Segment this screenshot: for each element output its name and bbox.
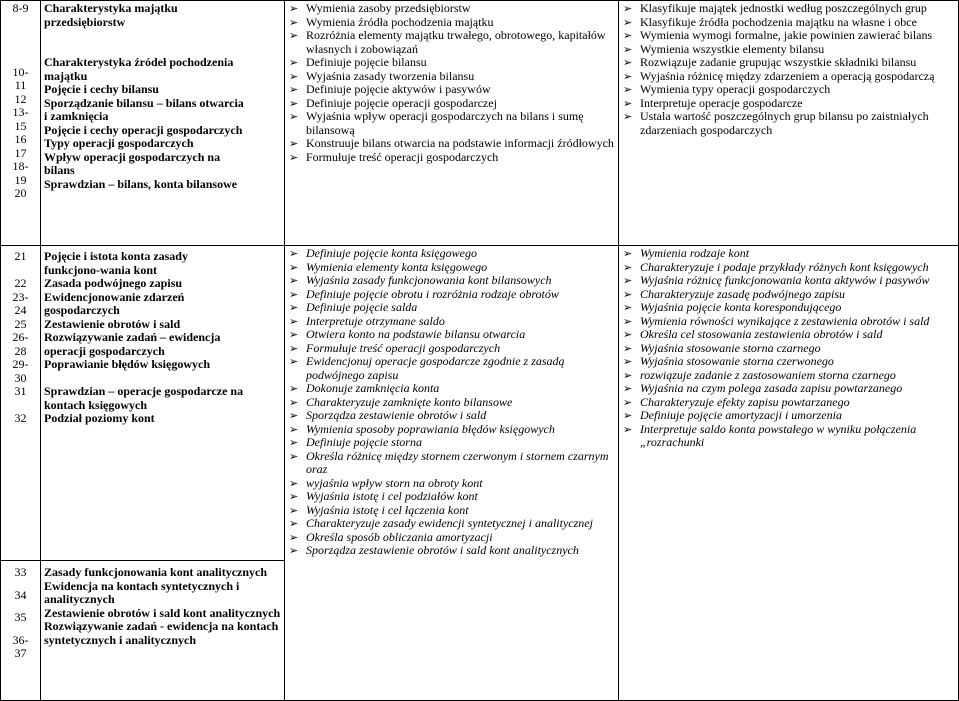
lesson-number: 25	[14, 316, 27, 331]
arrow-bullet-icon: ➢	[623, 274, 633, 287]
extended-requirements	[619, 1, 959, 246]
requirement-item	[622, 29, 955, 43]
lesson-number: 35	[14, 610, 27, 624]
requirement-item	[622, 2, 955, 16]
arrow-bullet-icon: ➢	[289, 96, 299, 110]
arrow-bullet-icon: ➢	[289, 328, 299, 341]
lesson-number: 26-	[12, 330, 29, 344]
arrow-bullet-icon: ➢	[289, 260, 299, 274]
requirement-text: Charakteryzuje efekty zapisu powtarzanego	[640, 394, 850, 409]
lesson-number: 31	[14, 384, 27, 398]
lesson-number: 17	[14, 145, 27, 160]
arrow-bullet-icon: ➢	[623, 29, 633, 42]
requirement-text: Definiuje pojęcie salda	[306, 300, 418, 314]
arrow-bullet-icon: ➢	[623, 341, 633, 355]
requirement-item	[622, 342, 955, 356]
requirement-text: Definiuje pojęcie aktywów i pasywów	[306, 82, 491, 96]
requirement-item	[288, 137, 615, 151]
arrow-bullet-icon: ➢	[289, 490, 299, 503]
lesson-number: 37	[14, 646, 27, 660]
requirement-text: Dokonuje zamknięcia konta	[306, 381, 440, 395]
requirement-item	[288, 477, 615, 491]
requirement-item	[622, 110, 955, 137]
arrow-bullet-icon: ➢	[623, 301, 633, 314]
requirement-text: Wyjaśnia stosowanie storna czarnego	[640, 340, 821, 355]
lesson-topic: Charakterystyka źródeł pochodzenia	[44, 55, 234, 69]
lesson-topics	[41, 561, 285, 701]
requirement-item	[622, 369, 955, 383]
requirement-text: Wyjaśnia różnicę funkcjonowania konta aktywów i pasywów	[640, 273, 930, 287]
requirement-item	[622, 396, 955, 410]
basic-requirements	[285, 1, 619, 246]
arrow-bullet-icon: ➢	[623, 42, 633, 56]
lesson-number: 29-	[12, 357, 29, 371]
lesson-topic: Pojęcie i cechy operacji gospodarczych	[44, 122, 243, 137]
requirement-item	[622, 355, 955, 369]
requirement-text: Definiuje pojęcie bilansu	[306, 55, 427, 69]
arrow-bullet-icon: ➢	[623, 83, 633, 96]
requirement-text: Ewidencjonuj operacje gospodarcze zgodnie z zasadą podwójnego zapisu	[306, 354, 565, 382]
requirement-text: Wyjaśnia różnicę między zdarzeniem a operacją gospodarczą	[640, 68, 935, 83]
requirement-item	[288, 409, 615, 423]
basic-requirements	[285, 246, 619, 701]
requirement-text: Wymienia źródła pochodzenia majątku	[306, 14, 494, 29]
arrow-bullet-icon: ➢	[623, 328, 633, 341]
arrow-bullet-icon: ➢	[289, 247, 299, 260]
arrow-bullet-icon: ➢	[289, 83, 299, 96]
requirement-text: wyjaśnia wpływ storn na obroty kont	[306, 475, 483, 490]
arrow-bullet-icon: ➢	[289, 530, 299, 544]
lesson-topics	[41, 1, 285, 246]
arrow-bullet-icon: ➢	[289, 409, 299, 422]
requirement-text: Interpretuje otrzymane saldo	[306, 313, 445, 328]
requirement-text: Rozwiązuje zadanie grupując wszystkie składniki bilansu	[640, 55, 917, 69]
arrow-bullet-icon: ➢	[623, 287, 633, 301]
arrow-bullet-icon: ➢	[289, 150, 299, 164]
arrow-bullet-icon: ➢	[623, 96, 633, 110]
requirement-text: Wymienia sposoby poprawiania błędów księgowych	[306, 421, 555, 436]
table-row	[1, 1, 959, 246]
arrow-bullet-icon: ➢	[289, 341, 299, 355]
requirement-item	[622, 16, 955, 30]
requirement-text: Interpretuje saldo konta powstałego w wyniku połączenia „rozrachunki	[640, 421, 917, 449]
arrow-bullet-icon: ➢	[623, 69, 633, 83]
requirement-text: Wymienia równości wynikające z zestawienia obrotów i sald	[640, 313, 930, 328]
lesson-topic: Zasada podwójnego zapisu	[44, 276, 183, 290]
requirement-text: Wymienia elementy konta księgowego	[306, 259, 488, 274]
table-row	[1, 246, 959, 561]
requirement-text: Charakteryzuje i podaje przykłady różnych kont księgowych	[640, 259, 929, 274]
lesson-number: 32	[14, 411, 27, 425]
arrow-bullet-icon: ➢	[289, 29, 299, 42]
lesson-numbers	[1, 246, 41, 561]
lesson-number: 11	[14, 78, 27, 92]
requirement-item	[288, 531, 615, 545]
requirement-text: Wyjaśnia wpływ operacji gospodarczych na bilans i sumę bilansową	[306, 109, 584, 137]
arrow-bullet-icon: ➢	[289, 287, 299, 301]
lesson-topic: kontach księgowych	[44, 397, 148, 412]
requirement-item	[622, 409, 955, 423]
lesson-number: 8-9	[12, 1, 29, 15]
arrow-bullet-icon: ➢	[623, 2, 633, 15]
arrow-bullet-icon: ➢	[289, 544, 299, 557]
requirement-item	[288, 56, 615, 70]
requirement-text: Określa sposób obliczania amortyzacji	[306, 529, 493, 544]
lesson-number: 22	[14, 276, 27, 290]
lesson-topic: majątku	[44, 68, 88, 83]
lesson-topic: Sporządzanie bilansu – bilans otwarcia	[44, 95, 244, 110]
requirement-text: Wymienia zasoby przedsiębiorstw	[306, 1, 471, 15]
requirement-text: Sporządza zestawienie obrotów i sald kont analitycznych	[306, 543, 579, 557]
arrow-bullet-icon: ➢	[623, 247, 633, 260]
requirement-text: Interpretuje operacje gospodarcze	[640, 95, 803, 110]
arrow-bullet-icon: ➢	[623, 56, 633, 69]
requirement-text: Wyjaśnia zasady tworzenia bilansu	[306, 68, 475, 83]
requirement-item	[288, 83, 615, 97]
requirement-item	[288, 423, 615, 437]
requirement-item	[622, 382, 955, 396]
requirement-text: Konstruuje bilans otwarcia na podstawie informacji źródłowych	[306, 136, 614, 150]
lesson-number: 36-	[12, 632, 29, 647]
requirement-item	[288, 382, 615, 396]
arrow-bullet-icon: ➢	[623, 409, 633, 422]
requirement-text: Wyjaśnia zasady funkcjonowania kont bilansowych	[306, 273, 552, 287]
requirement-item	[288, 301, 615, 315]
lesson-number: 15	[14, 118, 27, 133]
arrow-bullet-icon: ➢	[623, 260, 633, 274]
requirement-item	[622, 70, 955, 84]
lesson-topic: Ewidencjonowanie zdarzeń	[44, 289, 185, 304]
requirement-item	[288, 342, 615, 356]
requirement-item	[288, 29, 615, 56]
requirement-item	[622, 97, 955, 111]
requirement-item	[288, 315, 615, 329]
lesson-number: 20	[14, 186, 27, 200]
requirement-text: Klasyfikuje źródła pochodzenia majątku na własne i obce	[640, 14, 917, 29]
requirement-item	[622, 247, 955, 261]
requirement-text: Rozróżnia elementy majątku trwałego, obrotowego, kapitałów własnych i zobowiązań	[306, 28, 606, 56]
requirement-text: Ustala wartość poszczególnych grup bilansu po zaistniałych zdarzeniach gospodarczych	[640, 109, 929, 137]
arrow-bullet-icon: ➢	[289, 436, 299, 449]
lesson-numbers	[1, 1, 41, 246]
arrow-bullet-icon: ➢	[623, 314, 633, 328]
arrow-bullet-icon: ➢	[289, 2, 299, 15]
lesson-topic: Sprawdzian – bilans, konta bilansowe	[44, 176, 238, 191]
requirement-item	[288, 2, 615, 16]
requirement-item	[622, 43, 955, 57]
arrow-bullet-icon: ➢	[289, 110, 299, 123]
extended-requirements	[619, 246, 959, 701]
lesson-topic: funkcjono-wania kont	[44, 262, 158, 277]
lesson-number: 30	[14, 370, 27, 385]
requirement-item	[288, 151, 615, 165]
arrow-bullet-icon: ➢	[623, 110, 633, 123]
arrow-bullet-icon: ➢	[289, 382, 299, 395]
arrow-bullet-icon: ➢	[623, 422, 633, 436]
lesson-topic: Sprawdzian – operacje gospodarcze na	[44, 384, 244, 398]
requirement-item	[622, 423, 955, 450]
requirement-text: Wymienia wymogi formalne, jakie powinien zawierać bilans	[640, 28, 933, 42]
requirement-item	[288, 490, 615, 504]
requirement-item	[288, 288, 615, 302]
requirement-item	[288, 261, 615, 275]
lesson-number: 18-	[12, 159, 29, 173]
requirement-item	[288, 274, 615, 288]
arrow-bullet-icon: ➢	[623, 355, 633, 368]
lesson-topic: Typy operacji gospodarczych	[44, 136, 194, 150]
arrow-bullet-icon: ➢	[289, 422, 299, 436]
lesson-topic: bilans	[44, 163, 75, 177]
requirement-item	[288, 517, 615, 531]
lesson-number: 10-	[12, 64, 29, 79]
requirement-item	[622, 274, 955, 288]
lesson-topic: Poprawianie błędów księgowych	[44, 357, 211, 371]
requirement-text: Formułuje treść operacji gospodarczych	[306, 149, 499, 164]
requirement-item	[622, 301, 955, 315]
requirement-text: Charakteryzuje zasady ewidencji syntetycznej i analitycznej	[306, 516, 593, 530]
requirement-item	[288, 355, 615, 382]
arrow-bullet-icon: ➢	[289, 395, 299, 409]
lesson-topic: Zestawienie obrotów i sald kont analitycznych	[44, 605, 281, 620]
requirement-item	[288, 396, 615, 410]
arrow-bullet-icon: ➢	[623, 15, 633, 29]
requirement-text: Charakteryzuje zamknięte konto bilansowe	[306, 394, 513, 409]
lesson-number: 23-	[12, 289, 29, 304]
lesson-topic: Charakterystyka majątku	[44, 1, 178, 15]
arrow-bullet-icon: ➢	[623, 382, 633, 395]
arrow-bullet-icon: ➢	[289, 449, 299, 463]
lesson-topic: Zasady funkcjonowania kont analitycznych	[44, 565, 268, 579]
arrow-bullet-icon: ➢	[623, 368, 633, 382]
requirement-text: Definiuje pojęcie konta księgowego	[306, 246, 477, 260]
requirement-text: Określa różnicę między stornem czerwonym i stornem czarnym oraz	[306, 448, 609, 476]
requirement-item	[622, 56, 955, 70]
arrow-bullet-icon: ➢	[289, 137, 299, 150]
requirement-text: Definiuje pojęcie amortyzacji i umorzenia	[640, 408, 842, 422]
requirement-text: Definiuje pojęcie storna	[306, 435, 422, 449]
lesson-topic: Podział poziomy kont	[44, 411, 155, 425]
lesson-number: 28	[14, 343, 27, 358]
lesson-topic: operacji gospodarczych	[44, 343, 165, 358]
requirement-text: Wyjaśnia na czym polega zasada zapisu powtarzanego	[640, 381, 903, 395]
lesson-number: 12	[14, 91, 27, 106]
requirement-text: Wymienia rodzaje kont	[640, 246, 750, 260]
lesson-topic: Zestawienie obrotów i sald	[44, 316, 181, 331]
requirement-text: Wyjaśnia stosowanie storna czerwonego	[640, 354, 834, 368]
requirement-text: Charakteryzuje zasadę podwójnego zapisu	[640, 286, 845, 301]
requirement-text: Wyjaśnia pojęcie konta korespondującego	[640, 300, 842, 314]
arrow-bullet-icon: ➢	[289, 503, 299, 517]
lesson-topic: Rozwiązywanie zadań - ewidencja na kontach syntetycznych i analitycznych	[44, 619, 279, 647]
lesson-number: 24	[14, 303, 27, 317]
arrow-bullet-icon: ➢	[289, 476, 299, 490]
requirement-item	[288, 450, 615, 477]
requirement-item	[622, 288, 955, 302]
requirement-text: Wymienia wszystkie elementy bilansu	[640, 41, 825, 56]
arrow-bullet-icon: ➢	[623, 395, 633, 409]
requirement-text: Formułuje treść operacji gospodarczych	[306, 340, 501, 355]
lesson-topic: i zamknięcia	[44, 109, 109, 123]
requirement-item	[288, 16, 615, 30]
lesson-topic: Rozwiązywanie zadań – ewidencja	[44, 330, 221, 344]
lesson-number: 34	[14, 587, 27, 602]
lesson-number: 21	[14, 249, 27, 263]
requirement-item	[288, 504, 615, 518]
arrow-bullet-icon: ➢	[289, 69, 299, 83]
requirement-text: Otwiera konto na podstawie bilansu otwarcia	[306, 327, 526, 341]
arrow-bullet-icon: ➢	[289, 56, 299, 69]
requirement-item	[622, 328, 955, 342]
lesson-numbers	[1, 561, 41, 701]
requirement-item	[622, 261, 955, 275]
arrow-bullet-icon: ➢	[289, 355, 299, 368]
lesson-number: 19	[14, 172, 27, 187]
requirement-item	[288, 328, 615, 342]
requirement-item	[288, 247, 615, 261]
arrow-bullet-icon: ➢	[289, 274, 299, 287]
lesson-number: 13-	[12, 105, 29, 119]
lesson-number: 33	[14, 565, 27, 579]
requirement-text: Sporządza zestawienie obrotów i sald	[306, 408, 487, 422]
requirement-text: Wyjaśnia istotę i cel podziałów kont	[306, 489, 478, 503]
requirement-item	[288, 436, 615, 450]
requirement-text: Określa cel stosowania zestawienia obrotów i sald	[640, 327, 883, 341]
requirement-item	[288, 97, 615, 111]
arrow-bullet-icon: ➢	[289, 301, 299, 314]
requirement-text: Wyjaśnia istotę i cel łączenia kont	[306, 502, 469, 517]
lesson-topic: Pojęcie i istota konta zasady	[44, 249, 188, 263]
requirement-text: Wymienia typy operacji gospodarczych	[640, 82, 831, 96]
requirement-text: Definiuje pojęcie operacji gospodarczej	[306, 95, 497, 110]
requirement-item	[288, 70, 615, 84]
lesson-topics	[41, 246, 285, 561]
lesson-topic: Wpływ operacji gospodarczych na	[44, 149, 221, 164]
requirement-item	[622, 315, 955, 329]
requirement-text: Definiuje pojęcie obrotu i rozróżnia rodzaje obrotów	[306, 286, 559, 301]
lesson-topic: gospodarczych	[44, 303, 120, 317]
arrow-bullet-icon: ➢	[289, 314, 299, 328]
arrow-bullet-icon: ➢	[289, 517, 299, 530]
lesson-topic: przedsiębiorstw	[44, 14, 126, 29]
lesson-number: 16	[14, 132, 27, 146]
requirement-item	[288, 544, 615, 558]
lesson-topic: Pojęcie i cechy bilansu	[44, 82, 159, 96]
lesson-topic: Ewidencja na kontach syntetycznych i analitycznych	[44, 578, 240, 606]
arrow-bullet-icon: ➢	[289, 15, 299, 29]
requirement-text: Klasyfikuje majątek jednostki według poszczególnych grup	[640, 1, 927, 15]
requirement-item	[288, 110, 615, 137]
requirement-item	[622, 83, 955, 97]
requirement-text: rozwiązuje zadanie z zastosowaniem storna czarnego	[640, 367, 896, 382]
